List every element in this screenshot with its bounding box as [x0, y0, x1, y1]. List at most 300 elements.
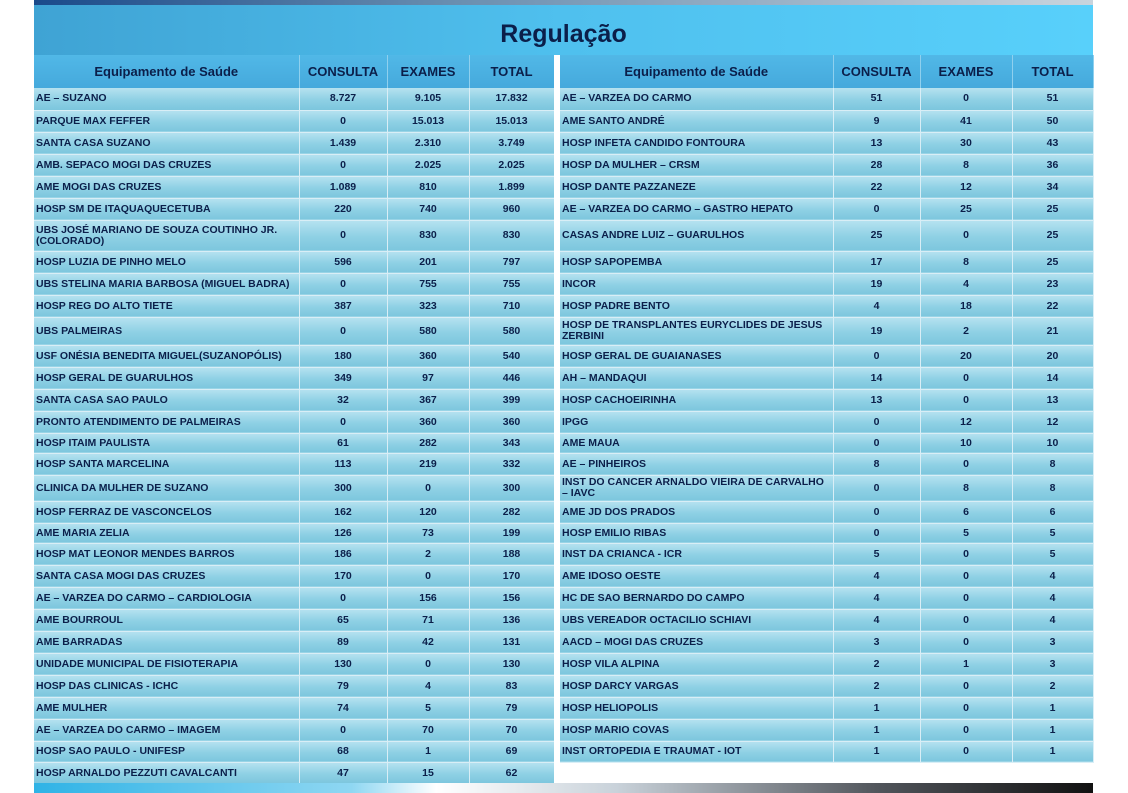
total-cell: 43: [1012, 132, 1093, 154]
exames-cell: 25: [920, 198, 1012, 220]
table-row: [560, 653, 1093, 675]
total-cell: 4: [1012, 609, 1093, 631]
consulta-cell: 19: [833, 317, 920, 345]
exames-cell: 15: [387, 762, 469, 784]
total-cell: 8: [1012, 475, 1093, 501]
total-cell: 70: [469, 719, 554, 741]
equipamento-cell: HOSP LUZIA DE PINHO MELO: [34, 251, 299, 273]
table-row: [560, 609, 1093, 631]
table-row: [34, 154, 554, 176]
exames-cell: 201: [387, 251, 469, 273]
exames-cell: 18: [920, 295, 1012, 317]
equipamento-cell: HOSP DA MULHER – CRSM: [560, 154, 833, 176]
exames-cell: 70: [387, 719, 469, 741]
equipamento-cell: HOSP EMILIO RIBAS: [560, 523, 833, 543]
table-row: [34, 475, 554, 501]
total-cell: 5: [1012, 523, 1093, 543]
total-cell: 360: [469, 411, 554, 433]
table-row: [34, 762, 554, 784]
consulta-cell: 17: [833, 251, 920, 273]
table-row: [34, 631, 554, 653]
col-header-exames: EXAMES: [387, 55, 469, 88]
consulta-cell: 13: [833, 132, 920, 154]
table-row: [560, 88, 1093, 110]
exames-cell: 0: [920, 543, 1012, 565]
table-row: [560, 132, 1093, 154]
consulta-cell: 51: [833, 88, 920, 110]
exames-cell: 156: [387, 587, 469, 609]
total-cell: 4: [1012, 565, 1093, 587]
consulta-cell: 13: [833, 389, 920, 411]
col-header-equipamento: Equipamento de Saúde: [34, 55, 299, 88]
total-cell: 79: [469, 697, 554, 719]
total-cell: 710: [469, 295, 554, 317]
total-cell: 131: [469, 631, 554, 653]
exames-cell: 42: [387, 631, 469, 653]
total-cell: 830: [469, 220, 554, 251]
total-cell: 1: [1012, 697, 1093, 719]
equipamento-cell: UBS PALMEIRAS: [34, 317, 299, 345]
exames-cell: 0: [920, 741, 1012, 762]
exames-cell: 1: [920, 653, 1012, 675]
consulta-cell: 0: [833, 523, 920, 543]
table-row: [560, 453, 1093, 475]
table-row: [560, 501, 1093, 523]
col-header-total: TOTAL: [469, 55, 554, 88]
consulta-cell: 349: [299, 367, 387, 389]
exames-cell: 12: [920, 176, 1012, 198]
exames-cell: 360: [387, 411, 469, 433]
total-cell: 50: [1012, 110, 1093, 132]
consulta-cell: 0: [299, 273, 387, 295]
total-cell: 62: [469, 762, 554, 784]
total-cell: 2: [1012, 675, 1093, 697]
exames-cell: 830: [387, 220, 469, 251]
table-row: [34, 176, 554, 198]
consulta-cell: 61: [299, 433, 387, 453]
table-row: [560, 220, 1093, 251]
exames-cell: 0: [387, 653, 469, 675]
equipamento-cell: HOSP CACHOEIRINHA: [560, 389, 833, 411]
table-row: [560, 367, 1093, 389]
table-row: [560, 475, 1093, 501]
consulta-cell: 300: [299, 475, 387, 501]
equipamento-cell: AME JD DOS PRADOS: [560, 501, 833, 523]
table-row: [34, 367, 554, 389]
equipamento-cell: UBS STELINA MARIA BARBOSA (MIGUEL BADRA): [34, 273, 299, 295]
equipamento-cell: CLINICA DA MULHER DE SUZANO: [34, 475, 299, 501]
exames-cell: 0: [387, 475, 469, 501]
table-row: [34, 653, 554, 675]
exames-cell: 41: [920, 110, 1012, 132]
table-row: [34, 88, 554, 110]
consulta-cell: 0: [299, 154, 387, 176]
total-cell: 755: [469, 273, 554, 295]
exames-cell: 2.310: [387, 132, 469, 154]
exames-cell: 0: [920, 697, 1012, 719]
table-row: [34, 110, 554, 132]
table-row: [560, 675, 1093, 697]
total-cell: 15.013: [469, 110, 554, 132]
col-header-total: TOTAL: [1012, 55, 1093, 88]
total-cell: 156: [469, 587, 554, 609]
total-cell: 188: [469, 543, 554, 565]
equipamento-cell: HOSP INFETA CANDIDO FONTOURA: [560, 132, 833, 154]
consulta-cell: 0: [833, 501, 920, 523]
equipamento-cell: AME MOGI DAS CRUZES: [34, 176, 299, 198]
total-cell: 20: [1012, 345, 1093, 367]
equipamento-cell: HOSP VILA ALPINA: [560, 653, 833, 675]
consulta-cell: 1: [833, 697, 920, 719]
equipamento-cell: HOSP GERAL DE GUARULHOS: [34, 367, 299, 389]
total-cell: 960: [469, 198, 554, 220]
table-row: [34, 501, 554, 523]
table-row: [560, 110, 1093, 132]
consulta-cell: 180: [299, 345, 387, 367]
table-row: [560, 543, 1093, 565]
total-cell: 580: [469, 317, 554, 345]
exames-cell: 810: [387, 176, 469, 198]
consulta-cell: 1.089: [299, 176, 387, 198]
equipamento-cell: HOSP DANTE PAZZANEZE: [560, 176, 833, 198]
regulation-table-left: [34, 55, 555, 785]
equipamento-cell: HOSP REG DO ALTO TIETE: [34, 295, 299, 317]
exames-cell: 10: [920, 433, 1012, 453]
total-cell: 1: [1012, 719, 1093, 741]
consulta-cell: 0: [833, 475, 920, 501]
exames-cell: 12: [920, 411, 1012, 433]
exames-cell: 5: [387, 697, 469, 719]
equipamento-cell: HOSP PADRE BENTO: [560, 295, 833, 317]
equipamento-cell: HOSP FERRAZ DE VASCONCELOS: [34, 501, 299, 523]
equipamento-cell: INCOR: [560, 273, 833, 295]
equipamento-cell: HOSP DAS CLINICAS - ICHC: [34, 675, 299, 697]
exames-cell: 120: [387, 501, 469, 523]
table-row: [560, 317, 1093, 345]
equipamento-cell: PARQUE MAX FEFFER: [34, 110, 299, 132]
regulation-table-right: [560, 55, 1094, 763]
total-cell: 797: [469, 251, 554, 273]
consulta-cell: 162: [299, 501, 387, 523]
total-cell: 170: [469, 565, 554, 587]
equipamento-cell: CASAS ANDRE LUIZ – GUARULHOS: [560, 220, 833, 251]
equipamento-cell: SANTA CASA SAO PAULO: [34, 389, 299, 411]
total-cell: 130: [469, 653, 554, 675]
consulta-cell: 4: [833, 295, 920, 317]
consulta-cell: 74: [299, 697, 387, 719]
exames-cell: 97: [387, 367, 469, 389]
consulta-cell: 2: [833, 675, 920, 697]
exames-cell: 740: [387, 198, 469, 220]
equipamento-cell: PRONTO ATENDIMENTO DE PALMEIRAS: [34, 411, 299, 433]
total-cell: 1.899: [469, 176, 554, 198]
exames-cell: 0: [920, 453, 1012, 475]
equipamento-cell: AE – PINHEIROS: [560, 453, 833, 475]
consulta-cell: 79: [299, 675, 387, 697]
equipamento-cell: HOSP DARCY VARGAS: [560, 675, 833, 697]
consulta-cell: 32: [299, 389, 387, 411]
equipamento-cell: AE – VARZEA DO CARMO – CARDIOLOGIA: [34, 587, 299, 609]
table-row: [560, 433, 1093, 453]
title-band: [34, 5, 1093, 55]
consulta-cell: 0: [299, 220, 387, 251]
exames-cell: 9.105: [387, 88, 469, 110]
total-cell: 3.749: [469, 132, 554, 154]
exames-cell: 2: [387, 543, 469, 565]
exames-cell: 8: [920, 475, 1012, 501]
equipamento-cell: AE – VARZEA DO CARMO: [560, 88, 833, 110]
equipamento-cell: AME BOURROUL: [34, 609, 299, 631]
consulta-cell: 2: [833, 653, 920, 675]
table-row: [34, 675, 554, 697]
table-row: [34, 251, 554, 273]
total-cell: 25: [1012, 251, 1093, 273]
consulta-cell: 1.439: [299, 132, 387, 154]
exames-cell: 580: [387, 317, 469, 345]
equipamento-cell: HOSP ITAIM PAULISTA: [34, 433, 299, 453]
table-row: [34, 220, 554, 251]
consulta-cell: 4: [833, 609, 920, 631]
exames-cell: 8: [920, 251, 1012, 273]
table-row: [34, 565, 554, 587]
col-header-exames: EXAMES: [920, 55, 1012, 88]
table-row: [34, 523, 554, 543]
equipamento-cell: AMB. SEPACO MOGI DAS CRUZES: [34, 154, 299, 176]
total-cell: 4: [1012, 587, 1093, 609]
table-row: [560, 587, 1093, 609]
total-cell: 22: [1012, 295, 1093, 317]
exames-cell: 15.013: [387, 110, 469, 132]
consulta-cell: 113: [299, 453, 387, 475]
equipamento-cell: SANTA CASA SUZANO: [34, 132, 299, 154]
exames-cell: 0: [920, 367, 1012, 389]
equipamento-cell: HOSP GERAL DE GUAIANASES: [560, 345, 833, 367]
table-row: [34, 609, 554, 631]
consulta-cell: 65: [299, 609, 387, 631]
table-row: [34, 543, 554, 565]
col-header-equipamento: Equipamento de Saúde: [560, 55, 833, 88]
exames-cell: 71: [387, 609, 469, 631]
consulta-cell: 0: [833, 345, 920, 367]
exames-cell: 0: [920, 220, 1012, 251]
total-cell: 25: [1012, 220, 1093, 251]
total-cell: 446: [469, 367, 554, 389]
consulta-cell: 89: [299, 631, 387, 653]
consulta-cell: 8.727: [299, 88, 387, 110]
equipamento-cell: HOSP SAO PAULO - UNIFESP: [34, 741, 299, 762]
exames-cell: 0: [920, 587, 1012, 609]
equipamento-cell: SANTA CASA MOGI DAS CRUZES: [34, 565, 299, 587]
total-cell: 399: [469, 389, 554, 411]
total-cell: 282: [469, 501, 554, 523]
consulta-cell: 126: [299, 523, 387, 543]
consulta-cell: 14: [833, 367, 920, 389]
total-cell: 17.832: [469, 88, 554, 110]
total-cell: 69: [469, 741, 554, 762]
equipamento-cell: UBS VEREADOR OCTACILIO SCHIAVI: [560, 609, 833, 631]
table-row: [560, 273, 1093, 295]
bottom-decoration: [34, 783, 1093, 793]
total-cell: 1: [1012, 741, 1093, 762]
consulta-cell: 28: [833, 154, 920, 176]
table-row: [34, 453, 554, 475]
equipamento-cell: HC DE SAO BERNARDO DO CAMPO: [560, 587, 833, 609]
table-row: [34, 295, 554, 317]
equipamento-cell: HOSP SAPOPEMBA: [560, 251, 833, 273]
equipamento-cell: HOSP ARNALDO PEZZUTI CAVALCANTI: [34, 762, 299, 784]
table-row: [34, 411, 554, 433]
table-row: [560, 719, 1093, 741]
total-cell: 332: [469, 453, 554, 475]
consulta-cell: 1: [833, 741, 920, 762]
consulta-cell: 220: [299, 198, 387, 220]
equipamento-cell: HOSP MAT LEONOR MENDES BARROS: [34, 543, 299, 565]
consulta-cell: 22: [833, 176, 920, 198]
consulta-cell: 9: [833, 110, 920, 132]
consulta-cell: 5: [833, 543, 920, 565]
equipamento-cell: INST DO CANCER ARNALDO VIEIRA DE CARVALHO – IAVC: [560, 475, 833, 501]
consulta-cell: 0: [299, 317, 387, 345]
table-row: [34, 389, 554, 411]
table-header-row: [560, 55, 1093, 88]
equipamento-cell: AH – MANDAQUI: [560, 367, 833, 389]
table-row: [34, 697, 554, 719]
total-cell: 540: [469, 345, 554, 367]
equipamento-cell: AE – SUZANO: [34, 88, 299, 110]
consulta-cell: 0: [299, 110, 387, 132]
table-header-row: [34, 55, 554, 88]
consulta-cell: 0: [299, 587, 387, 609]
total-cell: 343: [469, 433, 554, 453]
equipamento-cell: HOSP SM DE ITAQUAQUECETUBA: [34, 198, 299, 220]
consulta-cell: 0: [833, 198, 920, 220]
exames-cell: 0: [920, 609, 1012, 631]
table-row: [560, 565, 1093, 587]
equipamento-cell: INST ORTOPEDIA E TRAUMAT - IOT: [560, 741, 833, 762]
exames-cell: 0: [920, 88, 1012, 110]
total-cell: 10: [1012, 433, 1093, 453]
total-cell: 25: [1012, 198, 1093, 220]
exames-cell: 2: [920, 317, 1012, 345]
table-row: [560, 741, 1093, 762]
equipamento-cell: UBS JOSÉ MARIANO DE SOUZA COUTINHO JR.(COLORADO): [34, 220, 299, 251]
exames-cell: 0: [920, 719, 1012, 741]
total-cell: 136: [469, 609, 554, 631]
consulta-cell: 4: [833, 587, 920, 609]
consulta-cell: 25: [833, 220, 920, 251]
equipamento-cell: HOSP HELIOPOLIS: [560, 697, 833, 719]
table-row: [560, 251, 1093, 273]
equipamento-cell: INST DA CRIANCA - ICR: [560, 543, 833, 565]
consulta-cell: 8: [833, 453, 920, 475]
table-row: [560, 176, 1093, 198]
exames-cell: 30: [920, 132, 1012, 154]
table-row: [34, 433, 554, 453]
table-row: [560, 411, 1093, 433]
table-row: [560, 389, 1093, 411]
exames-cell: 8: [920, 154, 1012, 176]
table-row: [34, 317, 554, 345]
exames-cell: 282: [387, 433, 469, 453]
total-cell: 3: [1012, 631, 1093, 653]
table-row: [34, 132, 554, 154]
table-row: [34, 587, 554, 609]
total-cell: 51: [1012, 88, 1093, 110]
consulta-cell: 19: [833, 273, 920, 295]
table-row: [560, 697, 1093, 719]
equipamento-cell: AME SANTO ANDRÉ: [560, 110, 833, 132]
exames-cell: 0: [920, 675, 1012, 697]
total-cell: 5: [1012, 543, 1093, 565]
consulta-cell: 0: [833, 433, 920, 453]
table-row: [560, 345, 1093, 367]
equipamento-cell: AME IDOSO OESTE: [560, 565, 833, 587]
equipamento-cell: AME MARIA ZELIA: [34, 523, 299, 543]
total-cell: 34: [1012, 176, 1093, 198]
exames-cell: 1: [387, 741, 469, 762]
total-cell: 23: [1012, 273, 1093, 295]
total-cell: 6: [1012, 501, 1093, 523]
total-cell: 2.025: [469, 154, 554, 176]
consulta-cell: 0: [299, 411, 387, 433]
exames-cell: 20: [920, 345, 1012, 367]
table-row: [34, 719, 554, 741]
table-row: [560, 295, 1093, 317]
equipamento-cell: AME MAUA: [560, 433, 833, 453]
table-row: [560, 631, 1093, 653]
equipamento-cell: HOSP MARIO COVAS: [560, 719, 833, 741]
table-row: [34, 273, 554, 295]
exames-cell: 2.025: [387, 154, 469, 176]
consulta-cell: 387: [299, 295, 387, 317]
equipamento-cell: AE – VARZEA DO CARMO – IMAGEM: [34, 719, 299, 741]
col-header-consulta: CONSULTA: [299, 55, 387, 88]
total-cell: 36: [1012, 154, 1093, 176]
equipamento-cell: IPGG: [560, 411, 833, 433]
total-cell: 300: [469, 475, 554, 501]
exames-cell: 0: [387, 565, 469, 587]
total-cell: 199: [469, 523, 554, 543]
total-cell: 8: [1012, 453, 1093, 475]
table-row: [560, 198, 1093, 220]
equipamento-cell: USF ONÉSIA BENEDITA MIGUEL(SUZANOPÓLIS): [34, 345, 299, 367]
consulta-cell: 0: [833, 411, 920, 433]
consulta-cell: 68: [299, 741, 387, 762]
exames-cell: 0: [920, 565, 1012, 587]
equipamento-cell: HOSP DE TRANSPLANTES EURYCLIDES DE JESUS ZERBINI: [560, 317, 833, 345]
consulta-cell: 47: [299, 762, 387, 784]
exames-cell: 323: [387, 295, 469, 317]
col-header-consulta: CONSULTA: [833, 55, 920, 88]
table-row: [34, 198, 554, 220]
total-cell: 83: [469, 675, 554, 697]
exames-cell: 5: [920, 523, 1012, 543]
consulta-cell: 596: [299, 251, 387, 273]
total-cell: 13: [1012, 389, 1093, 411]
total-cell: 21: [1012, 317, 1093, 345]
table-row: [34, 741, 554, 762]
equipamento-cell: AE – VARZEA DO CARMO – GASTRO HEPATO: [560, 198, 833, 220]
table-row: [560, 523, 1093, 543]
exames-cell: 4: [387, 675, 469, 697]
equipamento-cell: AME BARRADAS: [34, 631, 299, 653]
exames-cell: 0: [920, 631, 1012, 653]
exames-cell: 73: [387, 523, 469, 543]
exames-cell: 367: [387, 389, 469, 411]
exames-cell: 0: [920, 389, 1012, 411]
equipamento-cell: AACD – MOGI DAS CRUZES: [560, 631, 833, 653]
exames-cell: 360: [387, 345, 469, 367]
